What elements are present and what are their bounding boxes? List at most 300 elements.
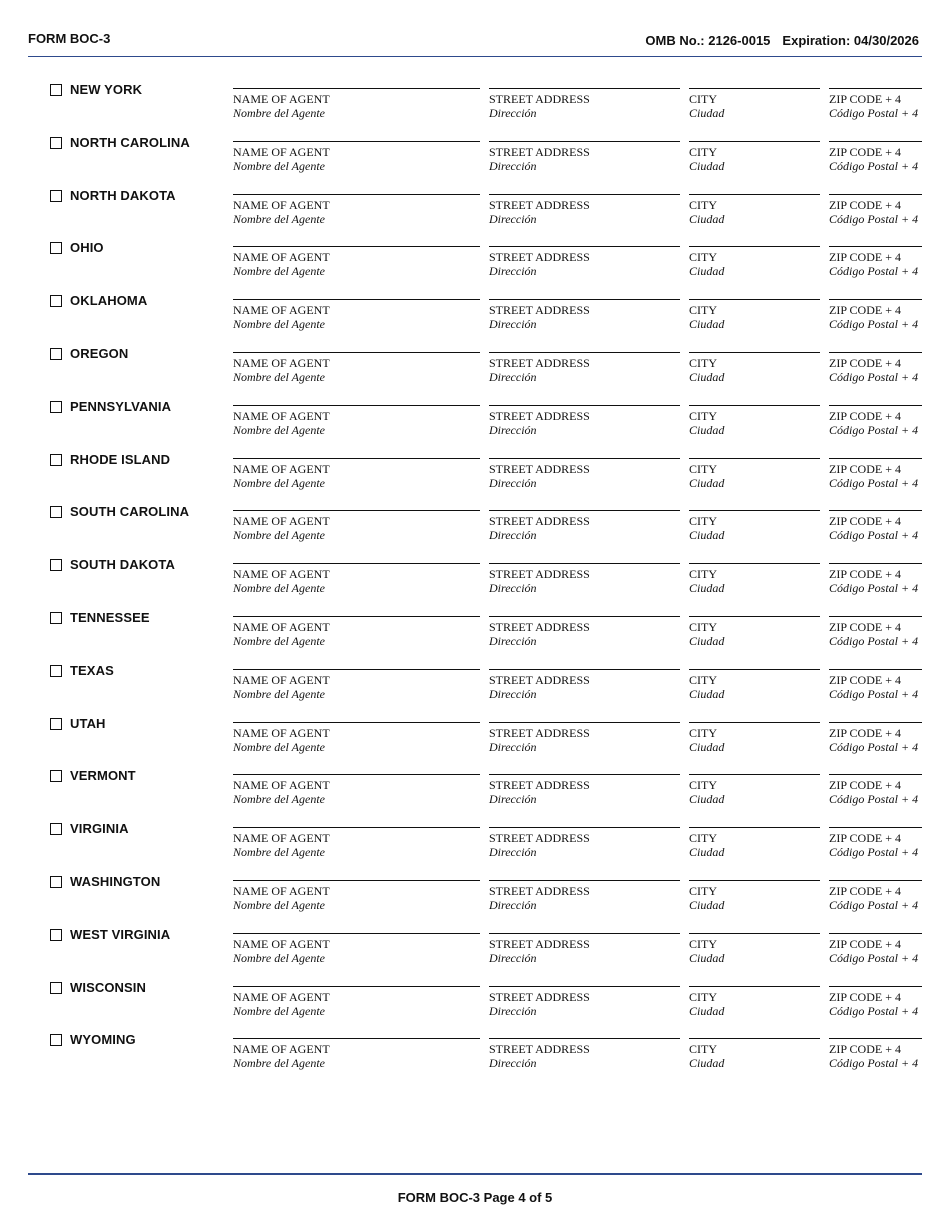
city-label: CITY bbox=[689, 672, 717, 687]
street-input-line[interactable] bbox=[489, 194, 680, 195]
zip-input-line[interactable] bbox=[829, 352, 922, 353]
zip-label: ZIP CODE + 4 bbox=[829, 461, 901, 476]
city-field[interactable] bbox=[689, 194, 820, 226]
zip-field[interactable] bbox=[829, 510, 922, 542]
zip-field[interactable] bbox=[829, 669, 922, 701]
city-input-line[interactable] bbox=[689, 616, 820, 617]
city-field[interactable] bbox=[689, 352, 820, 384]
state-checkbox[interactable] bbox=[50, 559, 62, 571]
zip-input-line[interactable] bbox=[829, 986, 922, 987]
zip-field[interactable] bbox=[829, 616, 922, 648]
street-input-line[interactable] bbox=[489, 246, 680, 247]
agent-field[interactable] bbox=[233, 510, 480, 542]
street-label-spanish: Dirección bbox=[489, 475, 537, 490]
state-row-washington bbox=[0, 874, 950, 926]
zip-label-spanish: Código Postal + 4 bbox=[829, 317, 919, 332]
agent-input-line[interactable] bbox=[233, 246, 480, 247]
city-field[interactable] bbox=[689, 774, 820, 806]
city-field[interactable] bbox=[689, 933, 820, 965]
agent-field[interactable] bbox=[233, 880, 480, 912]
agent-input-line[interactable] bbox=[233, 722, 480, 723]
street-field[interactable] bbox=[489, 774, 680, 806]
city-input-line[interactable] bbox=[689, 563, 820, 564]
state-checkbox[interactable] bbox=[50, 770, 62, 782]
street-field[interactable] bbox=[489, 563, 680, 595]
city-field[interactable] bbox=[689, 141, 820, 173]
street-label: STREET ADDRESS bbox=[489, 92, 590, 106]
agent-input-line[interactable] bbox=[233, 616, 480, 617]
zip-input-line[interactable] bbox=[829, 405, 922, 406]
zip-field[interactable] bbox=[829, 774, 922, 806]
state-name: RHODE ISLAND bbox=[70, 451, 171, 467]
city-field[interactable] bbox=[689, 669, 820, 701]
header-divider bbox=[28, 56, 922, 57]
city-input-line[interactable] bbox=[689, 986, 820, 987]
city-input-line[interactable] bbox=[689, 722, 820, 723]
zip-field[interactable] bbox=[829, 827, 922, 859]
street-field[interactable] bbox=[489, 194, 680, 226]
street-label: STREET ADDRESS bbox=[489, 831, 590, 846]
zip-field[interactable] bbox=[829, 246, 922, 278]
city-field[interactable] bbox=[689, 563, 820, 595]
state-row-wisconsin bbox=[0, 980, 950, 1032]
agent-field[interactable] bbox=[233, 405, 480, 437]
zip-label: ZIP CODE + 4 bbox=[829, 250, 901, 265]
street-input-line[interactable] bbox=[489, 774, 680, 775]
form-header-info bbox=[645, 33, 919, 48]
state-name: WEST VIRGINIA bbox=[70, 926, 171, 942]
city-input-line[interactable] bbox=[689, 141, 820, 142]
agent-label: NAME OF AGENT bbox=[233, 936, 330, 951]
agent-label-spanish: Nombre del Agente bbox=[233, 581, 325, 596]
agent-input-line[interactable] bbox=[233, 458, 480, 459]
city-label: CITY bbox=[689, 92, 717, 106]
expiration-date: Expiration: 04/30/2026 bbox=[782, 33, 919, 48]
city-input-line[interactable] bbox=[689, 1038, 820, 1039]
zip-label: ZIP CODE + 4 bbox=[829, 197, 901, 212]
zip-input-line[interactable] bbox=[829, 510, 922, 511]
zip-label-spanish: Código Postal + 4 bbox=[829, 370, 919, 384]
street-label-spanish: Dirección bbox=[489, 1056, 537, 1071]
street-input-line[interactable] bbox=[489, 88, 680, 89]
zip-input-line[interactable] bbox=[829, 141, 922, 142]
zip-label: ZIP CODE + 4 bbox=[829, 620, 901, 634]
state-row-vermont bbox=[0, 768, 950, 820]
agent-label: NAME OF AGENT bbox=[233, 197, 330, 212]
agent-input-line[interactable] bbox=[233, 827, 480, 828]
agent-label-spanish: Nombre del Agente bbox=[233, 370, 325, 384]
state-checkbox[interactable] bbox=[50, 137, 62, 149]
zip-label: ZIP CODE + 4 bbox=[829, 672, 901, 687]
agent-label-spanish: Nombre del Agente bbox=[233, 264, 325, 279]
street-input-line[interactable] bbox=[489, 722, 680, 723]
street-input-line[interactable] bbox=[489, 880, 680, 881]
zip-label: ZIP CODE + 4 bbox=[829, 778, 901, 793]
city-field[interactable] bbox=[689, 827, 820, 859]
city-label-spanish: Ciudad bbox=[689, 792, 725, 807]
zip-label: ZIP CODE + 4 bbox=[829, 303, 901, 318]
state-checkbox[interactable] bbox=[50, 665, 62, 677]
street-label: STREET ADDRESS bbox=[489, 197, 590, 212]
zip-label-spanish: Código Postal + 4 bbox=[829, 1003, 919, 1018]
state-row-north-dakota bbox=[0, 188, 950, 240]
street-label-spanish: Dirección bbox=[489, 106, 537, 120]
street-input-line[interactable] bbox=[489, 352, 680, 353]
agent-input-line[interactable] bbox=[233, 986, 480, 987]
street-field[interactable] bbox=[489, 669, 680, 701]
agent-label-spanish: Nombre del Agente bbox=[233, 898, 325, 912]
state-name: NORTH CAROLINA bbox=[70, 134, 190, 150]
agent-label-spanish: Nombre del Agente bbox=[233, 422, 325, 437]
city-label-spanish: Ciudad bbox=[689, 898, 725, 912]
zip-input-line[interactable] bbox=[829, 722, 922, 723]
street-label-spanish: Dirección bbox=[489, 950, 537, 965]
city-input-line[interactable] bbox=[689, 669, 820, 670]
zip-field[interactable] bbox=[829, 194, 922, 226]
street-input-line[interactable] bbox=[489, 1038, 680, 1039]
city-label-spanish: Ciudad bbox=[689, 106, 725, 120]
city-label: CITY bbox=[689, 884, 717, 898]
city-field[interactable] bbox=[689, 986, 820, 1018]
city-field[interactable] bbox=[689, 616, 820, 648]
zip-field[interactable] bbox=[829, 1038, 922, 1070]
state-name: TEXAS bbox=[70, 662, 114, 678]
agent-label: NAME OF AGENT bbox=[233, 672, 330, 687]
agent-input-line[interactable] bbox=[233, 563, 480, 564]
city-input-line[interactable] bbox=[689, 458, 820, 459]
agent-field[interactable] bbox=[233, 827, 480, 859]
state-name: OKLAHOMA bbox=[70, 293, 148, 309]
street-input-line[interactable] bbox=[489, 986, 680, 987]
zip-field[interactable] bbox=[829, 141, 922, 173]
zip-input-line[interactable] bbox=[829, 774, 922, 775]
zip-input-line[interactable] bbox=[829, 246, 922, 247]
city-label-spanish: Ciudad bbox=[689, 264, 725, 279]
zip-label-spanish: Código Postal + 4 bbox=[829, 686, 919, 701]
street-input-line[interactable] bbox=[489, 616, 680, 617]
city-input-line[interactable] bbox=[689, 299, 820, 300]
city-label: CITY bbox=[689, 144, 717, 159]
state-name: TENNESSEE bbox=[70, 610, 150, 625]
state-checkbox[interactable] bbox=[50, 929, 62, 941]
agent-field[interactable] bbox=[233, 88, 480, 120]
agent-label-spanish: Nombre del Agente bbox=[233, 845, 325, 860]
city-input-line[interactable] bbox=[689, 510, 820, 511]
agent-input-line[interactable] bbox=[233, 510, 480, 511]
agent-label: NAME OF AGENT bbox=[233, 1042, 330, 1057]
city-label: CITY bbox=[689, 725, 717, 740]
street-label-spanish: Dirección bbox=[489, 739, 537, 754]
agent-field[interactable] bbox=[233, 563, 480, 595]
street-label: STREET ADDRESS bbox=[489, 1042, 590, 1057]
city-input-line[interactable] bbox=[689, 827, 820, 828]
street-input-line[interactable] bbox=[489, 669, 680, 670]
street-field[interactable] bbox=[489, 1038, 680, 1070]
city-field[interactable] bbox=[689, 722, 820, 754]
zip-label: ZIP CODE + 4 bbox=[829, 356, 901, 370]
street-field[interactable] bbox=[489, 722, 680, 754]
state-checkbox[interactable] bbox=[50, 982, 62, 994]
state-row-texas bbox=[0, 663, 950, 715]
agent-label-spanish: Nombre del Agente bbox=[233, 1003, 325, 1018]
agent-field[interactable] bbox=[233, 669, 480, 701]
agent-label: NAME OF AGENT bbox=[233, 884, 330, 898]
state-checkbox[interactable] bbox=[50, 506, 62, 518]
agent-input-line[interactable] bbox=[233, 669, 480, 670]
city-label: CITY bbox=[689, 356, 717, 370]
city-field[interactable] bbox=[689, 458, 820, 490]
agent-label: NAME OF AGENT bbox=[233, 831, 330, 846]
city-input-line[interactable] bbox=[689, 88, 820, 89]
zip-field[interactable] bbox=[829, 299, 922, 331]
state-checkbox[interactable] bbox=[50, 401, 62, 413]
street-label: STREET ADDRESS bbox=[489, 356, 590, 370]
street-field[interactable] bbox=[489, 299, 680, 331]
city-input-line[interactable] bbox=[689, 880, 820, 881]
zip-label-spanish: Código Postal + 4 bbox=[829, 634, 919, 648]
city-label-spanish: Ciudad bbox=[689, 528, 725, 543]
city-field[interactable] bbox=[689, 510, 820, 542]
city-input-line[interactable] bbox=[689, 405, 820, 406]
city-input-line[interactable] bbox=[689, 194, 820, 195]
street-label: STREET ADDRESS bbox=[489, 672, 590, 687]
state-checkbox[interactable] bbox=[50, 718, 62, 730]
city-field[interactable] bbox=[689, 246, 820, 278]
agent-label: NAME OF AGENT bbox=[233, 408, 330, 423]
zip-input-line[interactable] bbox=[829, 669, 922, 670]
zip-field[interactable] bbox=[829, 458, 922, 490]
street-field[interactable] bbox=[489, 246, 680, 278]
agent-field[interactable] bbox=[233, 774, 480, 806]
city-field[interactable] bbox=[689, 880, 820, 912]
agent-input-line[interactable] bbox=[233, 88, 480, 89]
zip-label: ZIP CODE + 4 bbox=[829, 884, 901, 898]
state-name: PENNSYLVANIA bbox=[70, 398, 172, 414]
street-label: STREET ADDRESS bbox=[489, 461, 590, 476]
state-checkbox[interactable] bbox=[50, 295, 62, 307]
street-field[interactable] bbox=[489, 510, 680, 542]
agent-input-line[interactable] bbox=[233, 933, 480, 934]
agent-input-line[interactable] bbox=[233, 880, 480, 881]
state-name: WYOMING bbox=[70, 1032, 136, 1048]
zip-field[interactable] bbox=[829, 563, 922, 595]
agent-label-spanish: Nombre del Agente bbox=[233, 475, 325, 490]
city-label-spanish: Ciudad bbox=[689, 317, 725, 332]
street-field[interactable] bbox=[489, 933, 680, 965]
street-input-line[interactable] bbox=[489, 563, 680, 564]
city-input-line[interactable] bbox=[689, 774, 820, 775]
zip-input-line[interactable] bbox=[829, 88, 922, 89]
agent-input-line[interactable] bbox=[233, 352, 480, 353]
zip-label-spanish: Código Postal + 4 bbox=[829, 264, 919, 279]
street-field[interactable] bbox=[489, 141, 680, 173]
zip-input-line[interactable] bbox=[829, 933, 922, 934]
street-label-spanish: Dirección bbox=[489, 528, 537, 543]
agent-label-spanish: Nombre del Agente bbox=[233, 950, 325, 965]
agent-input-line[interactable] bbox=[233, 774, 480, 775]
street-input-line[interactable] bbox=[489, 458, 680, 459]
agent-label-spanish: Nombre del Agente bbox=[233, 317, 325, 332]
zip-input-line[interactable] bbox=[829, 616, 922, 617]
agent-label: NAME OF AGENT bbox=[233, 725, 330, 740]
city-field[interactable] bbox=[689, 405, 820, 437]
city-field[interactable] bbox=[689, 299, 820, 331]
zip-input-line[interactable] bbox=[829, 563, 922, 564]
agent-input-line[interactable] bbox=[233, 194, 480, 195]
zip-input-line[interactable] bbox=[829, 299, 922, 300]
street-input-line[interactable] bbox=[489, 299, 680, 300]
state-checkbox[interactable] bbox=[50, 84, 62, 96]
street-label: STREET ADDRESS bbox=[489, 884, 590, 898]
zip-field[interactable] bbox=[829, 88, 922, 120]
zip-field[interactable] bbox=[829, 405, 922, 437]
zip-label: ZIP CODE + 4 bbox=[829, 936, 901, 951]
zip-label: ZIP CODE + 4 bbox=[829, 831, 901, 846]
street-field[interactable] bbox=[489, 827, 680, 859]
agent-field[interactable] bbox=[233, 299, 480, 331]
city-input-line[interactable] bbox=[689, 246, 820, 247]
state-checkbox[interactable] bbox=[50, 348, 62, 360]
agent-field[interactable] bbox=[233, 986, 480, 1018]
agent-input-line[interactable] bbox=[233, 405, 480, 406]
agent-label: NAME OF AGENT bbox=[233, 567, 330, 582]
street-label: STREET ADDRESS bbox=[489, 144, 590, 159]
state-row-rhode-island bbox=[0, 452, 950, 504]
agent-field[interactable] bbox=[233, 458, 480, 490]
street-label: STREET ADDRESS bbox=[489, 778, 590, 793]
street-label: STREET ADDRESS bbox=[489, 989, 590, 1004]
city-label: CITY bbox=[689, 303, 717, 318]
zip-input-line[interactable] bbox=[829, 880, 922, 881]
city-label: CITY bbox=[689, 250, 717, 265]
city-label: CITY bbox=[689, 1042, 717, 1057]
agent-field[interactable] bbox=[233, 194, 480, 226]
street-label: STREET ADDRESS bbox=[489, 725, 590, 740]
agent-field[interactable] bbox=[233, 141, 480, 173]
agent-field[interactable] bbox=[233, 722, 480, 754]
city-field[interactable] bbox=[689, 88, 820, 120]
state-name: VIRGINIA bbox=[70, 821, 129, 837]
agent-field[interactable] bbox=[233, 352, 480, 384]
state-checkbox[interactable] bbox=[50, 190, 62, 202]
agent-label: NAME OF AGENT bbox=[233, 303, 330, 318]
zip-label-spanish: Código Postal + 4 bbox=[829, 792, 919, 807]
city-label-spanish: Ciudad bbox=[689, 581, 725, 596]
street-label-spanish: Dirección bbox=[489, 1003, 537, 1018]
zip-label: ZIP CODE + 4 bbox=[829, 1042, 901, 1057]
zip-label-spanish: Código Postal + 4 bbox=[829, 211, 919, 226]
street-label-spanish: Dirección bbox=[489, 317, 537, 332]
zip-input-line[interactable] bbox=[829, 458, 922, 459]
zip-label-spanish: Código Postal + 4 bbox=[829, 739, 919, 754]
state-checkbox[interactable] bbox=[50, 242, 62, 254]
zip-field[interactable] bbox=[829, 880, 922, 912]
street-input-line[interactable] bbox=[489, 141, 680, 142]
state-row-oregon bbox=[0, 346, 950, 398]
street-label-spanish: Dirección bbox=[489, 264, 537, 279]
city-field[interactable] bbox=[689, 1038, 820, 1070]
zip-label-spanish: Código Postal + 4 bbox=[829, 845, 919, 860]
zip-field[interactable] bbox=[829, 352, 922, 384]
zip-input-line[interactable] bbox=[829, 1038, 922, 1039]
state-checkbox[interactable] bbox=[50, 1034, 62, 1046]
agent-label-spanish: Nombre del Agente bbox=[233, 528, 325, 543]
agent-label: NAME OF AGENT bbox=[233, 514, 330, 529]
city-label: CITY bbox=[689, 567, 717, 582]
street-field[interactable] bbox=[489, 880, 680, 912]
state-row-tennessee bbox=[0, 610, 950, 662]
zip-label-spanish: Código Postal + 4 bbox=[829, 898, 919, 912]
street-field[interactable] bbox=[489, 458, 680, 490]
zip-field[interactable] bbox=[829, 986, 922, 1018]
state-checkbox[interactable] bbox=[50, 823, 62, 835]
agent-label: NAME OF AGENT bbox=[233, 620, 330, 634]
agent-input-line[interactable] bbox=[233, 299, 480, 300]
street-field[interactable] bbox=[489, 352, 680, 384]
street-input-line[interactable] bbox=[489, 510, 680, 511]
street-field[interactable] bbox=[489, 616, 680, 648]
street-input-line[interactable] bbox=[489, 405, 680, 406]
street-input-line[interactable] bbox=[489, 933, 680, 934]
city-label: CITY bbox=[689, 831, 717, 846]
state-row-south-carolina bbox=[0, 504, 950, 556]
city-input-line[interactable] bbox=[689, 933, 820, 934]
agent-label: NAME OF AGENT bbox=[233, 461, 330, 476]
agent-input-line[interactable] bbox=[233, 1038, 480, 1039]
street-label: STREET ADDRESS bbox=[489, 620, 590, 634]
form-label: FORM BOC-3 bbox=[28, 31, 111, 46]
zip-label-spanish: Código Postal + 4 bbox=[829, 422, 919, 437]
agent-field[interactable] bbox=[233, 246, 480, 278]
agent-input-line[interactable] bbox=[233, 141, 480, 142]
street-input-line[interactable] bbox=[489, 827, 680, 828]
state-name: SOUTH CAROLINA bbox=[70, 504, 190, 520]
street-field[interactable] bbox=[489, 88, 680, 120]
street-label-spanish: Dirección bbox=[489, 634, 537, 648]
state-row-utah bbox=[0, 716, 950, 768]
zip-label-spanish: Código Postal + 4 bbox=[829, 1056, 919, 1071]
agent-label-spanish: Nombre del Agente bbox=[233, 211, 325, 226]
zip-input-line[interactable] bbox=[829, 827, 922, 828]
state-name: UTAH bbox=[70, 715, 106, 731]
zip-field[interactable] bbox=[829, 722, 922, 754]
state-checkbox[interactable] bbox=[50, 876, 62, 888]
agent-field[interactable] bbox=[233, 616, 480, 648]
state-row-west-virginia bbox=[0, 927, 950, 979]
state-checkbox[interactable] bbox=[50, 454, 62, 466]
zip-label-spanish: Código Postal + 4 bbox=[829, 106, 919, 120]
zip-label-spanish: Código Postal + 4 bbox=[829, 950, 919, 965]
city-input-line[interactable] bbox=[689, 352, 820, 353]
footer-divider bbox=[28, 1173, 922, 1175]
city-label: CITY bbox=[689, 989, 717, 1004]
city-label-spanish: Ciudad bbox=[689, 370, 725, 384]
zip-field[interactable] bbox=[829, 933, 922, 965]
city-label: CITY bbox=[689, 514, 717, 529]
zip-label: ZIP CODE + 4 bbox=[829, 567, 901, 582]
street-field[interactable] bbox=[489, 405, 680, 437]
city-label-spanish: Ciudad bbox=[689, 845, 725, 860]
street-label-spanish: Dirección bbox=[489, 581, 537, 596]
zip-input-line[interactable] bbox=[829, 194, 922, 195]
agent-field[interactable] bbox=[233, 1038, 480, 1070]
agent-field[interactable] bbox=[233, 933, 480, 965]
street-field[interactable] bbox=[489, 986, 680, 1018]
state-name: NORTH DAKOTA bbox=[70, 187, 176, 203]
page-footer: FORM BOC-3 Page 4 of 5 bbox=[397, 1190, 553, 1205]
state-checkbox[interactable] bbox=[50, 612, 62, 624]
state-name: NEW YORK bbox=[70, 82, 143, 97]
